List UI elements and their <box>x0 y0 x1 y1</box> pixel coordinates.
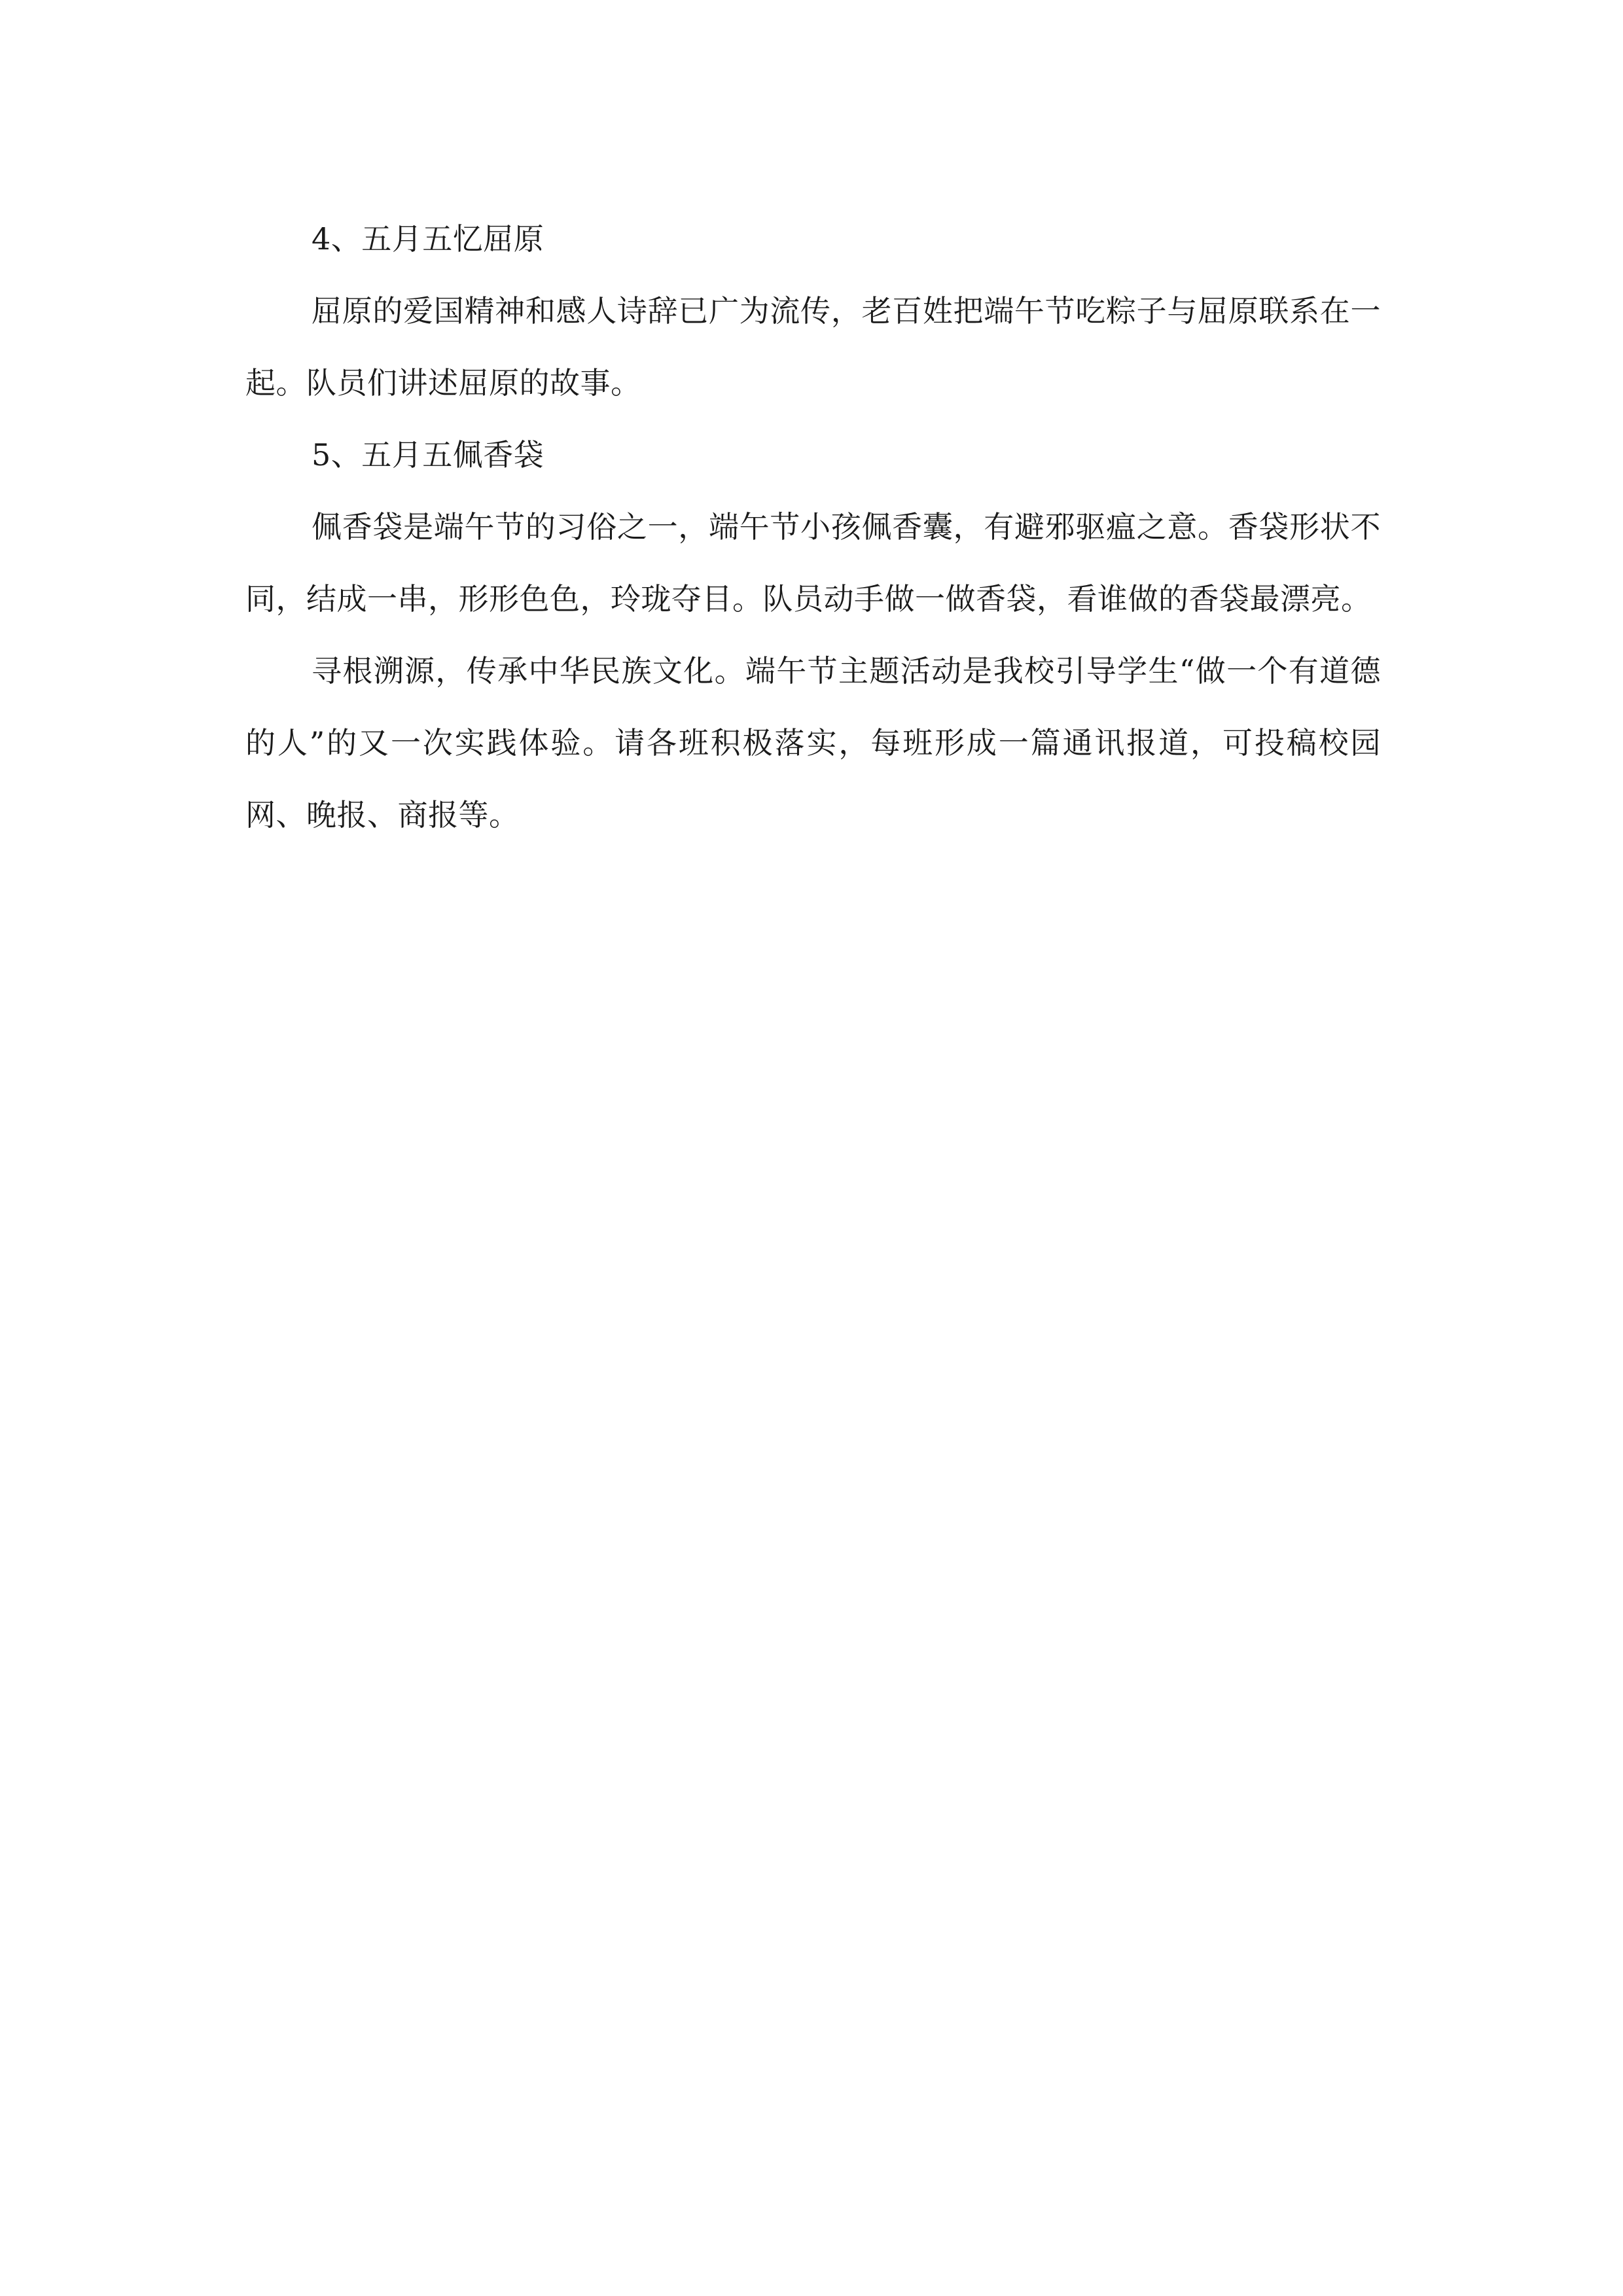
paragraph-conclusion: 寻根溯源，传承中华民族文化。端午节主题活动是我校引导学生“做一个有道德的人”的又一次实践体验。请各班积极落实，每班形成一篇通讯报道，可投稿校园网、晚报、商报等。 <box>245 653 1381 833</box>
paragraph-sachet: 佩香袋是端午节的习俗之一，端午节小孩佩香囊，有避邪驱瘟之意。香袋形状不同，结成一串，形形色色，玲珑夺目。队员动手做一做香袋，看谁做的香袋最漂亮。 <box>245 509 1381 617</box>
paragraph-qu-yuan: 屈原的爱国精神和感人诗辞已广为流传，老百姓把端午节吃粽子与屈原联系在一起。队员们讲述屈原的故事。 <box>245 293 1381 401</box>
section-heading-5: 5、五月五佩香袋 <box>312 437 544 473</box>
document-body <box>245 203 1381 851</box>
section-heading-4: 4、五月五忆屈原 <box>312 221 544 257</box>
